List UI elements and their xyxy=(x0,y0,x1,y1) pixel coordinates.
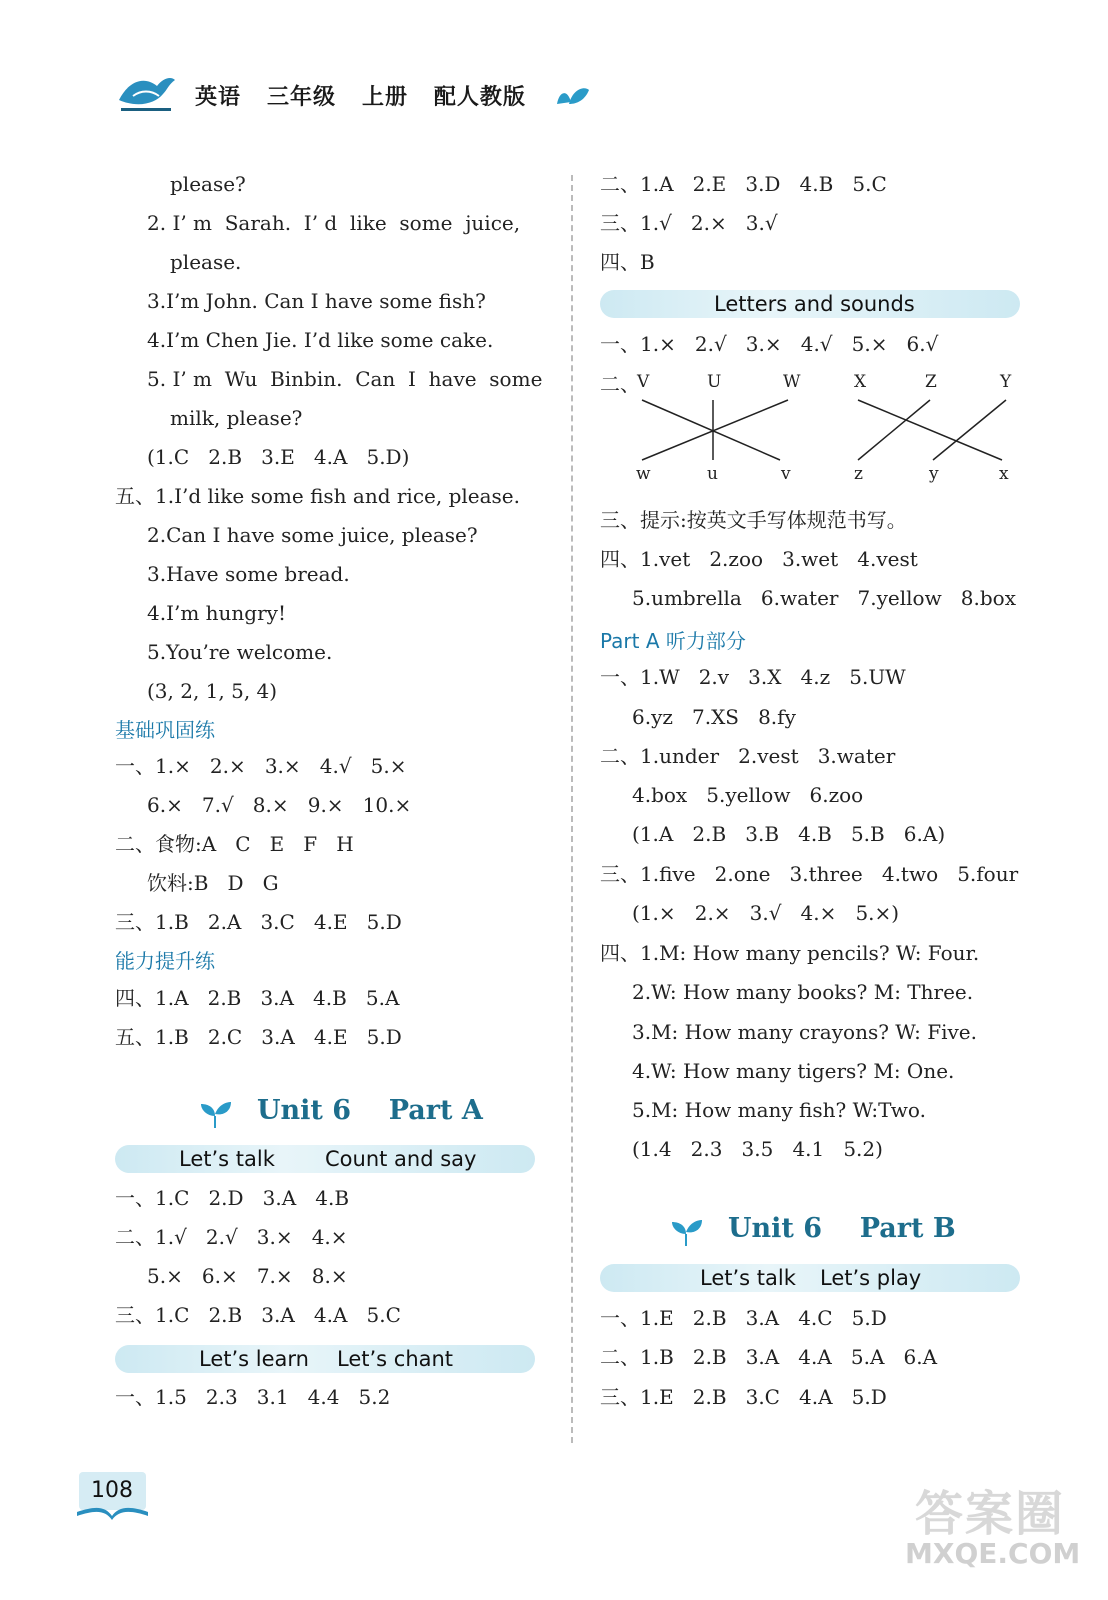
page-header xyxy=(115,70,595,120)
answer-line: 一、1.C 2.D 3.A 4.B xyxy=(115,1186,350,1210)
subsection-bar xyxy=(600,1264,1020,1292)
subsection-label: Let’s play xyxy=(820,1266,922,1290)
subsection-bar xyxy=(115,1145,535,1173)
section-heading: 基础巩固练 xyxy=(115,718,215,742)
answer-line: 五、1.I’d like some fish and rice, please. xyxy=(115,484,520,508)
sprout-icon xyxy=(199,1100,233,1130)
bird-logo-icon xyxy=(115,70,177,114)
answer-line: 二、1.√ 2.√ 3.× 4.× xyxy=(115,1225,348,1249)
answer-line: 5.M: How many fish? W:Two. xyxy=(632,1098,926,1122)
answer-line: 三、1.C 2.B 3.A 4.A 5.C xyxy=(115,1303,401,1327)
answer-line: 5.× 6.× 7.× 8.× xyxy=(147,1264,348,1288)
answer-line: (3, 2, 1, 5, 4) xyxy=(147,679,278,703)
section-heading: 能力提升练 xyxy=(115,949,215,973)
answer-line: 三、1.√ 2.× 3.√ xyxy=(600,211,778,235)
top-letter: Z xyxy=(925,372,937,392)
watermark xyxy=(905,1475,1095,1585)
subsection-bar xyxy=(600,290,1020,318)
answer-line: 4.I’m hungry! xyxy=(147,601,287,625)
answer-line: 4.I’m Chen Jie. I’d like some cake. xyxy=(147,328,494,352)
top-letter: V xyxy=(637,372,650,392)
answer-line: 四、B xyxy=(600,250,655,274)
page-number xyxy=(75,1470,150,1520)
answer-line: 5.You’re welcome. xyxy=(147,640,333,664)
answer-line: 6.yz 7.XS 8.fy xyxy=(632,705,796,729)
bottom-letter: w xyxy=(636,464,651,484)
answer-line: 3.I’m John. Can I have some fish? xyxy=(147,289,486,313)
answer-line: 二、食物:A C E F H xyxy=(115,832,354,856)
answer-line: 二、1.under 2.vest 3.water xyxy=(600,744,896,768)
answer-line: 四、1.M: How many pencils? W: Four. xyxy=(600,941,980,965)
subsection-label: Count and say xyxy=(325,1147,477,1171)
answer-line: 一、1.5 2.3 3.1 4.4 5.2 xyxy=(115,1385,391,1409)
answer-line: (1.4 2.3 3.5 4.1 5.2) xyxy=(632,1137,883,1161)
answer-line: (1.A 2.B 3.B 4.B 5.B 6.A) xyxy=(632,822,946,846)
answer-line: 三、1.E 2.B 3.C 4.A 5.D xyxy=(600,1385,887,1409)
answer-line: 三、提示:按英文手写体规范书写。 xyxy=(600,508,907,532)
answer-line: 五、1.B 2.C 3.A 4.E 5.D xyxy=(115,1025,402,1049)
subsection-label: Letters and sounds xyxy=(714,292,915,316)
subsection-label: Let’s talk xyxy=(179,1147,275,1171)
sprout-icon xyxy=(670,1218,704,1248)
answer-line: please? xyxy=(170,172,246,196)
section-heading: Part A 听力部分 xyxy=(600,629,746,653)
answer-line: 4.box 5.yellow 6.zoo xyxy=(632,783,864,807)
answer-line: (1.C 2.B 3.E 4.A 5.D) xyxy=(147,445,410,469)
answer-line: 一、1.W 2.v 3.X 4.z 5.UW xyxy=(600,665,906,689)
answer-line: 2. I’ m Sarah. I’ d like some juice, xyxy=(147,211,521,235)
top-letter: Y xyxy=(1000,372,1012,392)
top-letter: W xyxy=(783,372,801,392)
top-letter: X xyxy=(854,372,867,392)
answer-line: 四、1.A 2.B 3.A 4.B 5.A xyxy=(115,986,400,1010)
answer-line: 二、1.B 2.B 3.A 4.A 5.A 6.A xyxy=(600,1345,938,1369)
answer-line: 6.× 7.√ 8.× 9.× 10.× xyxy=(147,793,412,817)
unit-title: Unit 6 Part B xyxy=(728,1213,956,1244)
top-letter: U xyxy=(707,372,722,392)
answer-line: 4.W: How many tigers? M: One. xyxy=(632,1059,955,1083)
bottom-letter: x xyxy=(999,464,1009,484)
answer-line: 一、1.× 2.× 3.× 4.√ 5.× xyxy=(115,754,407,778)
bottom-letter: u xyxy=(707,464,718,484)
subsection-label: Let’s talk xyxy=(700,1266,796,1290)
answer-line: please. xyxy=(170,250,242,274)
answer-line: 2.Can I have some juice, please? xyxy=(147,523,478,547)
answer-line: 2.W: How many books? M: Three. xyxy=(632,980,974,1004)
answer-line: 一、1.× 2.√ 3.× 4.√ 5.× 6.√ xyxy=(600,332,939,356)
column-divider xyxy=(571,175,573,1443)
book-title: 英语 三年级 上册 配人教版 xyxy=(195,85,526,110)
bottom-letter: y xyxy=(929,464,939,484)
answer-line: 三、1.B 2.A 3.C 4.E 5.D xyxy=(115,910,402,934)
answer-line: 四、1.vet 2.zoo 3.wet 4.vest xyxy=(600,547,918,571)
answer-line: 饮料:B D G xyxy=(147,871,279,895)
answer-line: 一、1.E 2.B 3.A 4.C 5.D xyxy=(600,1306,887,1330)
watermark-bottom: MXQE.COM xyxy=(905,1537,1081,1570)
answer-line: milk, please? xyxy=(170,406,303,430)
matching-prefix: 二、 xyxy=(600,372,640,396)
answer-line: (1.× 2.× 3.√ 4.× 5.×) xyxy=(632,901,900,925)
letter-matching xyxy=(600,368,1030,488)
matching-lines xyxy=(600,368,1030,488)
answer-line: 3.Have some bread. xyxy=(147,562,350,586)
answer-line: 三、1.five 2.one 3.three 4.two 5.four xyxy=(600,862,1019,886)
page-number-text: 108 xyxy=(91,1478,133,1503)
subsection-bar xyxy=(115,1345,535,1373)
subsection-label: Let’s learn xyxy=(199,1347,309,1371)
watermark-top: 答案圈 xyxy=(915,1486,1066,1542)
leaf-icon xyxy=(555,84,591,108)
answer-line: 二、1.A 2.E 3.D 4.B 5.C xyxy=(600,172,887,196)
answer-line: 5. I’ m Wu Binbin. Can I have some xyxy=(147,367,543,391)
answer-line: 5.umbrella 6.water 7.yellow 8.box xyxy=(632,586,1016,610)
unit-title: Unit 6 Part A xyxy=(257,1095,483,1126)
bottom-letter: v xyxy=(781,464,791,484)
subsection-label: Let’s chant xyxy=(337,1347,454,1371)
answer-line: 3.M: How many crayons? W: Five. xyxy=(632,1020,977,1044)
bottom-letter: z xyxy=(854,464,863,484)
